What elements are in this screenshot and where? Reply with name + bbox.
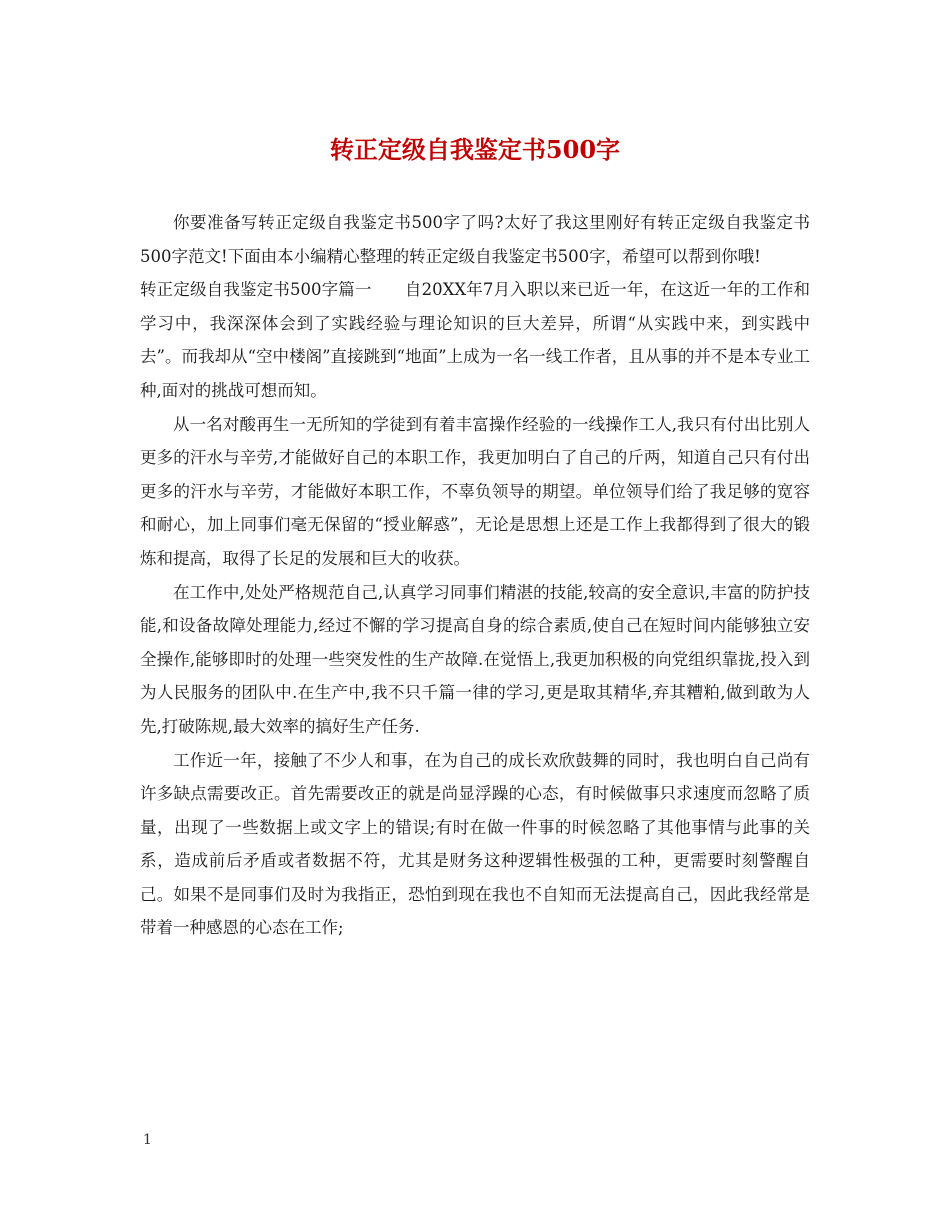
paragraph-learning: 从一名对酸再生一无所知的学徒到有着丰富操作经验的一线操作工人,我只有付出比别人更多的汗水与辛劳,才能做好自己的本职工作，我更加明白了自己的斤两，知道自己只有付出更多的汗水与辛劳，才能做好本职工作，不辜负领导的期望。单位领导们给了我足够的宽容和耐心，加上同事们毫无保留的“授业解惑”，无论是思想上还是工作上我都得到了很大的锻炼和提高，取得了长足的发展和巨大的收获。 [140,414,810,568]
paragraph-improvement: 工作近一年，接触了不少人和事，在为自己的成长欢欣鼓舞的同时，我也明白自己尚有许多缺点需要改正。首先需要改正的就是尚显浮躁的心态，有时候做事只求速度而忽略了质量，出现了一些数据上或文字上的错误;有时在做一件事的时候忽略了其他事情与此事的关系，造成前后矛盾或者数据不符，尤其是财务这种逻辑性极强的工种，更需要时刻警醒自己。如果不是同事们及时为我指正，恐怕到现在我也不自知而无法提高自己，因此我经常是带着一种感恩的心态在工作; [140,750,810,938]
paragraph-work: 在工作中,处处严格规范自己,认真学习同事们精湛的技能,较高的安全意识,丰富的防护技能,和设备故障处理能力,经过不懈的学习提高自身的综合素质,使自己在短时间内能够独立安全操作,能够即时的处理一些突发性的生产故障.在觉悟上,我更加积极的向党组织靠拢,投入到为人民服务的团队中.在生产中,我不只千篇一律的学习,更是取其精华,弃其糟粕,做到敢为人先,打破陈规,最大效率的搞好生产任务. [140,582,810,736]
paragraph-intro: 你要准备写转正定级自我鉴定书500字了吗?太好了我这里刚好有转正定级自我鉴定书500字范文!下面由本小编精心整理的转正定级自我鉴定书500字，希望可以帮到你哦! [140,213,810,266]
document-title: 转正定级自我鉴定书500字 [329,135,621,164]
document-body [140,206,810,945]
paragraph-section-one: 转正定级自我鉴定书500字篇一 自20XX年7月入职以来已近一年，在这近一年的工作和学习中，我深深体会到了实践经验与理论知识的巨大差异，所谓“从实践中来，到实践中去”。而我却从“空中楼阁”直接跳到“地面”上成为一名一线工作者，且从事的并不是本专业工种,面对的挑战可想而知。 [140,280,810,400]
page-number: 1 [143,1132,152,1148]
